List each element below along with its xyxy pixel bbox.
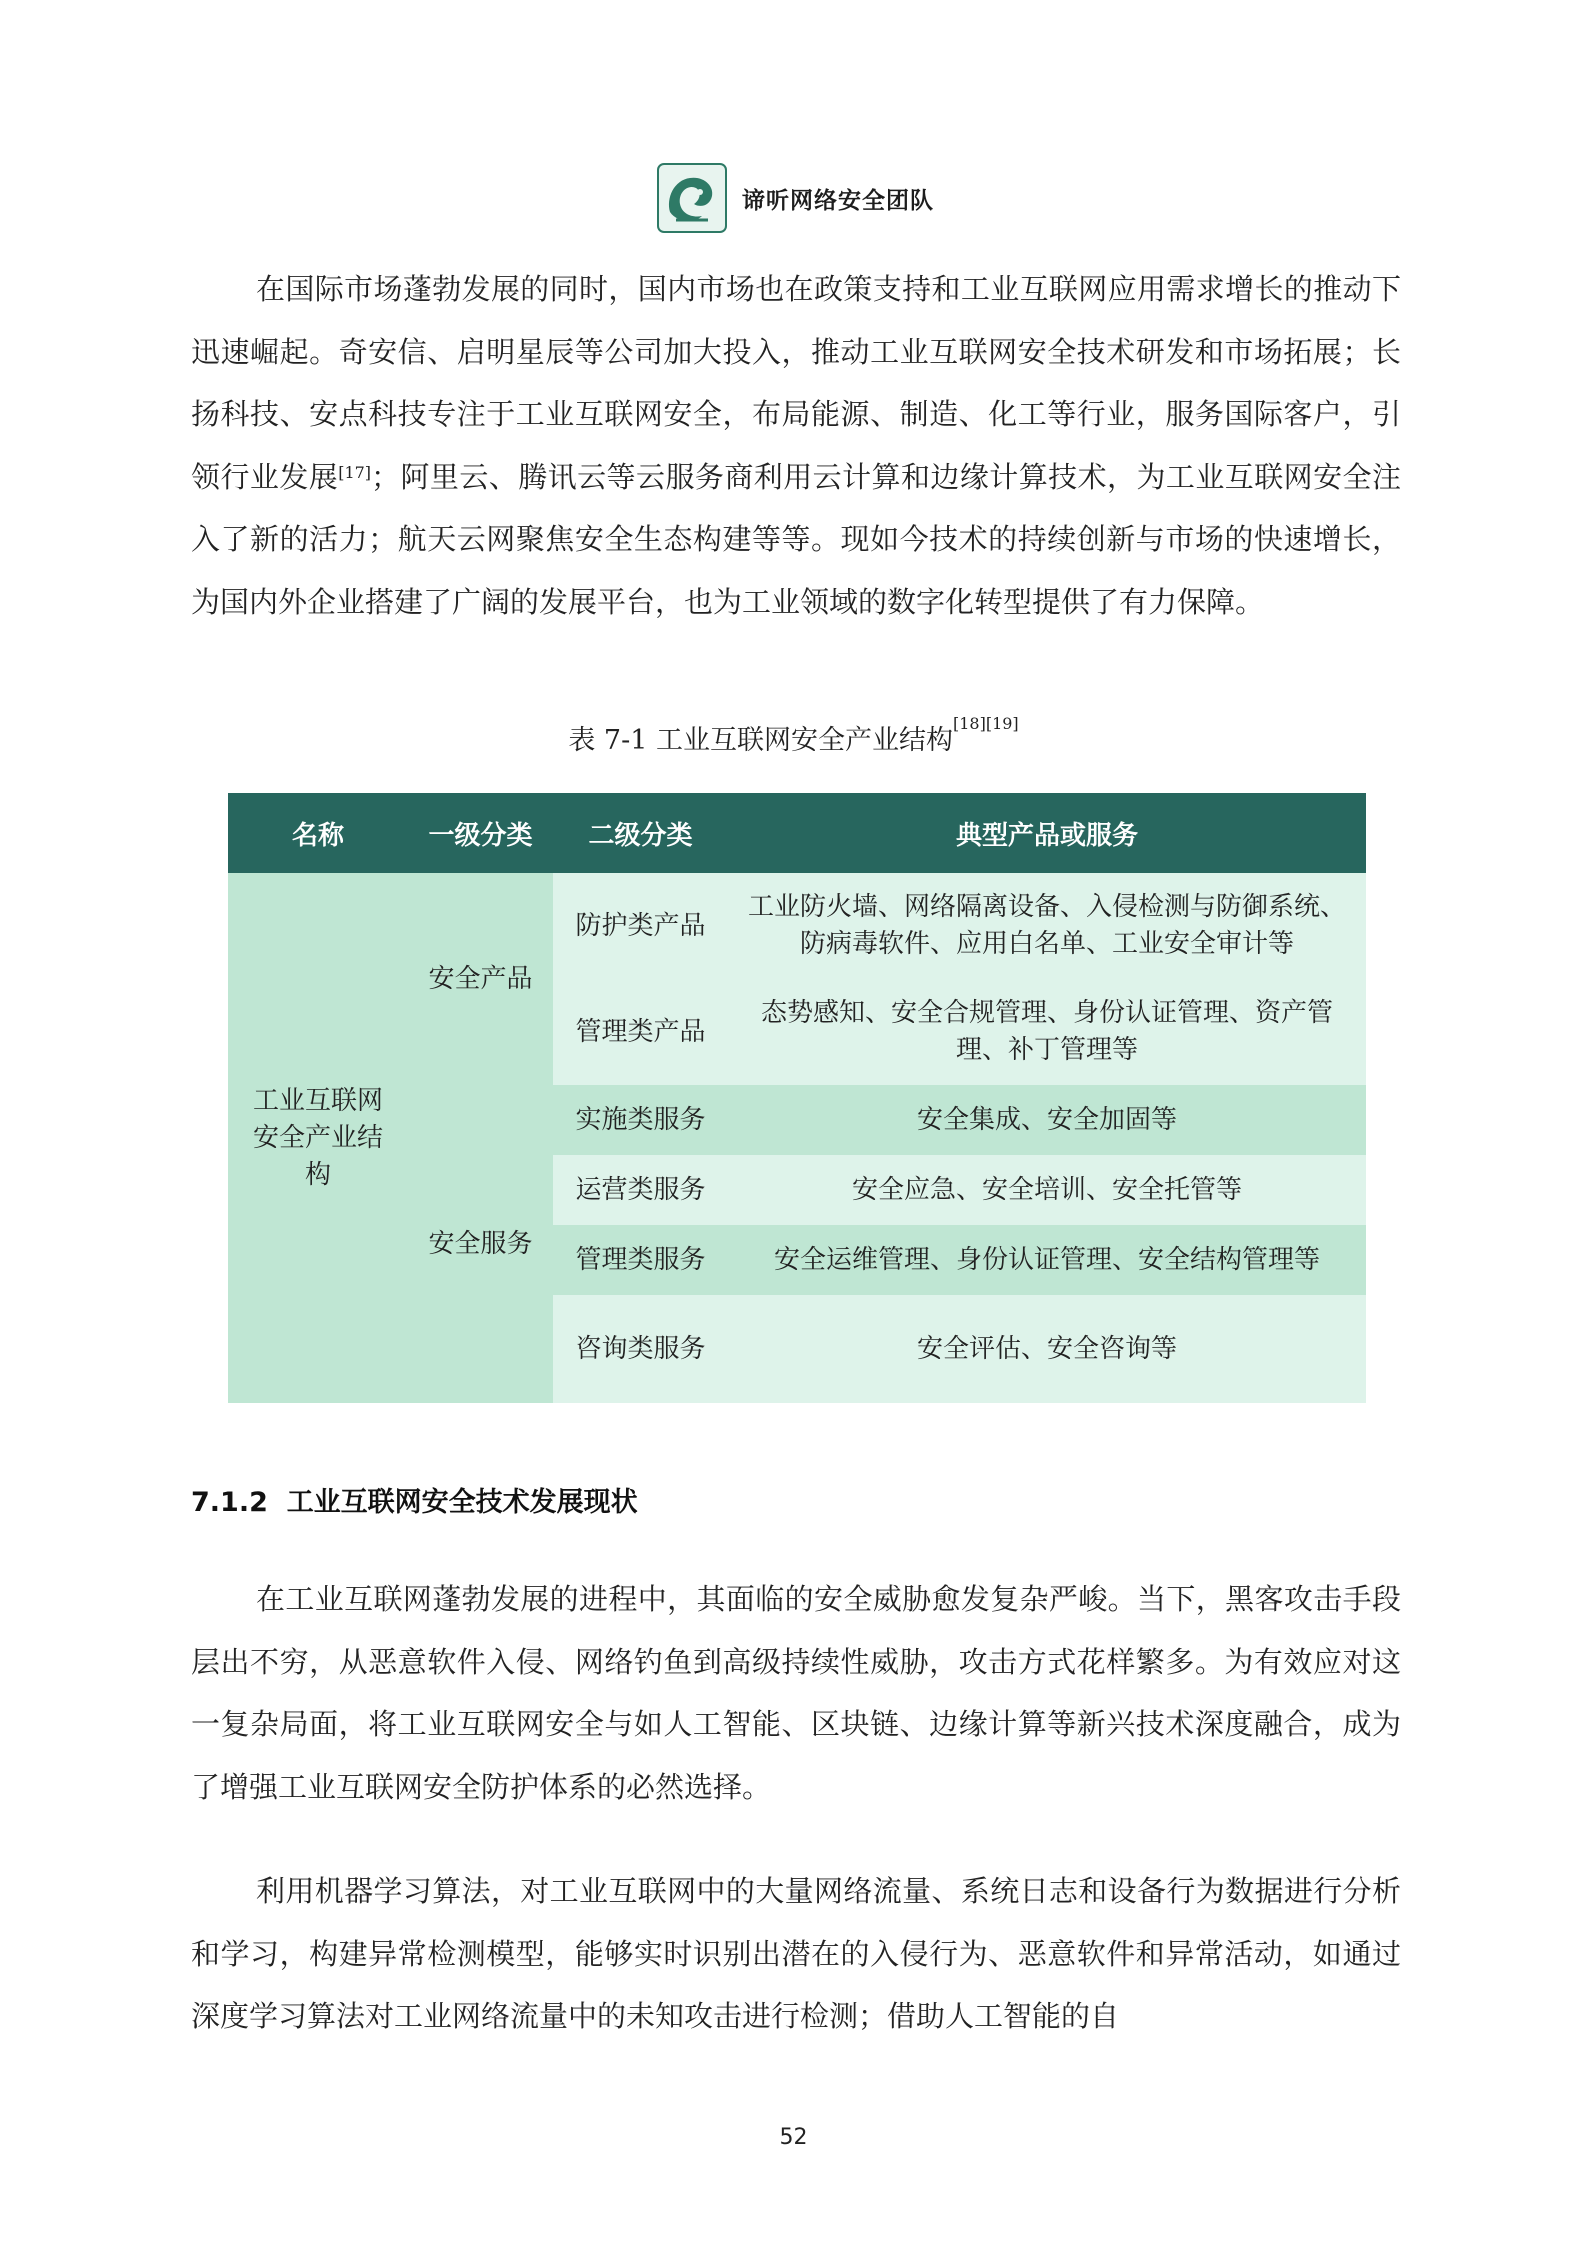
name-cell: 工业互联网安全产业结构 [228, 873, 408, 1403]
paragraph-intro-text-b: ；阿里云、腾讯云等云服务商利用云计算和边缘计算技术，为工业互联网安全注入了新的活力；航天云网聚焦安全生态构建等等。现如今技术的持续创新与市场的快速增长，为国内外企业搭建了广阔的发展平台，也为工业领域的数字化转型提供了有力保障。 [191, 459, 1401, 619]
team-name: 谛听网络安全团队 [742, 188, 934, 214]
desc-cell: 安全运维管理、身份认证管理、安全结构管理等 [728, 1225, 1366, 1295]
table-caption-text: 表 7-1 工业互联网安全产业结构 [568, 725, 953, 756]
table-header-row [228, 793, 1366, 873]
level2-cell: 实施类服务 [553, 1085, 728, 1155]
section-number: 7.1.2 [191, 1487, 268, 1518]
level2-cell: 管理类服务 [553, 1225, 728, 1295]
team-logo-icon [656, 162, 728, 234]
table-row [228, 873, 1366, 979]
table-caption-refs: [18][19] [952, 714, 1019, 733]
desc-cell: 安全应急、安全培训、安全托管等 [728, 1155, 1366, 1225]
level1-cell-products: 安全产品 [408, 873, 553, 1085]
header-level1: 一级分类 [408, 793, 553, 873]
paragraph-threats: 在工业互联网蓬勃发展的进程中，其面临的安全威胁愈发复杂严峻。当下，黑客攻击手段层出不穷，从恶意软件入侵、网络钓鱼到高级持续性威胁，攻击方式花样繁多。为有效应对这一复杂局面，将工业互联网安全与如人工智能、区块链、边缘计算等新兴技术深度融合，成为了增强工业互联网安全防护体系的必然选择。 [191, 1582, 1401, 1804]
table-caption [0, 714, 1587, 757]
paragraph-intro-text-a: 在国际市场蓬勃发展的同时，国内市场也在政策支持和工业互联网应用需求增长的推动下迅速崛起。奇安信、启明星辰等公司加大投入，推动工业互联网安全技术研发和市场拓展；长扬科技、安点科技专注于工业互联网安全，布局能源、制造、化工等行业，服务国际客户，引领行业发展 [191, 272, 1401, 494]
page-header [0, 162, 1587, 242]
citation-ref: [17] [338, 462, 372, 482]
level2-cell: 咨询类服务 [553, 1295, 728, 1403]
header-level2: 二级分类 [553, 793, 728, 873]
industry-structure-table [228, 793, 1366, 1403]
desc-cell: 安全集成、安全加固等 [728, 1085, 1366, 1155]
level2-cell: 防护类产品 [553, 873, 728, 979]
level1-cell-services: 安全服务 [408, 1085, 553, 1403]
desc-cell: 工业防火墙、网络隔离设备、入侵检测与防御系统、防病毒软件、应用白名单、工业安全审计等 [728, 873, 1366, 979]
level2-cell: 运营类服务 [553, 1155, 728, 1225]
level2-cell: 管理类产品 [553, 979, 728, 1085]
paragraph-intro [191, 258, 1401, 633]
section-heading [191, 1480, 638, 1519]
desc-cell: 态势感知、安全合规管理、身份认证管理、资产管理、补丁管理等 [728, 979, 1366, 1085]
header-name: 名称 [228, 793, 408, 873]
section-title: 工业互联网安全技术发展现状 [286, 1487, 638, 1518]
paragraph-ml: 利用机器学习算法，对工业互联网中的大量网络流量、系统日志和设备行为数据进行分析和学习，构建异常检测模型，能够实时识别出潜在的入侵行为、恶意软件和异常活动，如通过深度学习算法对工业网络流量中的未知攻击进行检测；借助人工智能的自 [191, 1874, 1401, 2033]
header-typical: 典型产品或服务 [728, 793, 1366, 873]
desc-cell: 安全评估、安全咨询等 [728, 1295, 1366, 1403]
page-number: 52 [779, 2125, 808, 2150]
